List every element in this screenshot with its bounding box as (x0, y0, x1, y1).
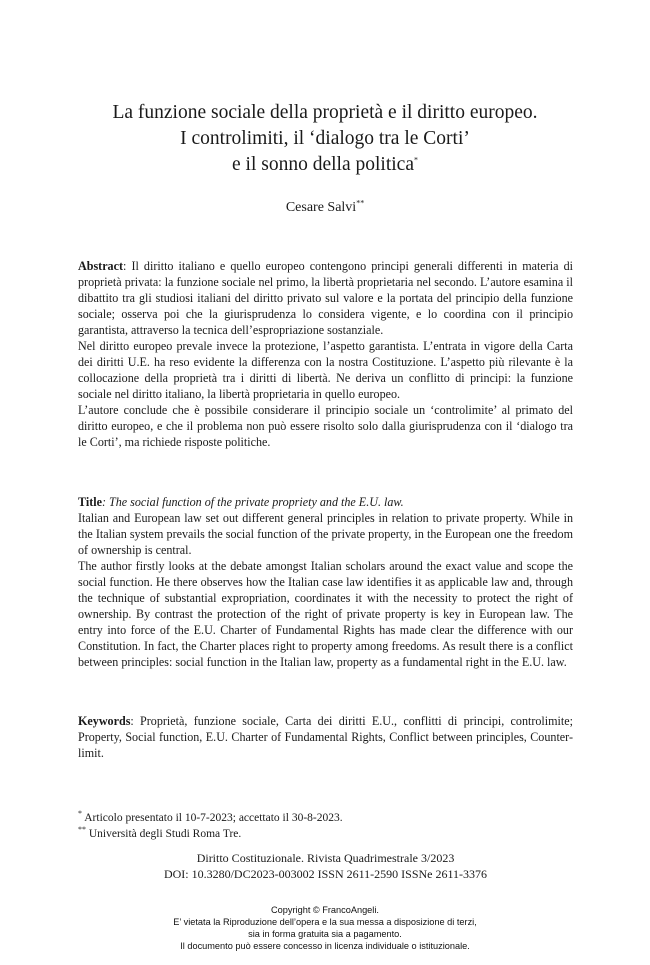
article-title (40, 100, 610, 178)
copyright-line-3: sia in forma gratuita sia a pagamento. (248, 929, 402, 939)
keywords-line (78, 713, 573, 761)
abstract-paragraph-3: L’autore conclude che è possibile considerare il principio sociale un ‘controlimite’ al primato del diritto europeo, e che il problema non può essere risolto solo dalla giurisprudenza con il ‘dialogo tra le Corti’, ma richiede risposte politiche. (78, 403, 573, 449)
copyright-line-4: Il documento può essere concesso in licenza individuale o istituzionale. (180, 941, 470, 951)
english-abstract-section (78, 494, 573, 670)
abstract-paragraph-2: Nel diritto europeo prevale invece la protezione, l’aspetto garantista. L’entrata in vigore della Carta dei diritti U.E. ha reso evidente la differenza con la nostra Costituzione. L’aspetto più rilevante è la collocazione della proprietà tra i diritti di libertà. Ne deriva un conflitto di principi: la funzione sociale nel diritto italiano, la libertà proprietaria in quello europeo. (78, 339, 573, 401)
english-paragraph-1: Italian and European law set out different general principles in relation to private property. While in the Italian system prevails the social function of the private property, in the European one the freedom of ownership is central. (78, 511, 573, 557)
author-text: Cesare Salvi (285, 200, 357, 215)
journal-line-2: DOI: 10.3280/DC2023-003002 ISSN 2611-2590 ISSNe 2611-3376 (163, 867, 488, 881)
english-title-label: Title (78, 495, 102, 509)
title-line-3-text: e il sonno della politica (232, 154, 414, 175)
footnote-2-text: Università degli Studi Roma Tre. (86, 828, 242, 840)
copyright-notice (0, 904, 650, 952)
abstract-text-1: : Il diritto italiano e quello europeo contengono principi generali differenti in materia di proprietà privata: la funzione sociale nel primo, la libertà proprietaria nel secondo. L’autore esamina il dibattito tra gli studiosi italiani del diritto privato sul valore e la portata del principio della funzione sociale; osserva poi che la giurisprudenza lo considera vigente, e lo coordina con il principio garantista, attraverso la tecnica dell’espropriazione sostanziale. (78, 259, 573, 337)
footnote-1 (78, 810, 573, 826)
english-title-text: : The social function of the private propriety and the E.U. law. (101, 495, 404, 509)
keywords-section (78, 713, 573, 761)
title-line-3 (40, 152, 610, 178)
keywords-text: : Proprietà, funzione sociale, Carta dei diritti E.U., conflitti di principi, controlimite; Property, Social function, E.U. Charter of Fundamental Rights, Conflict between principles, Counter-limit. (78, 714, 573, 760)
footnote-1-text: Articolo presentato il 10-7-2023; accettato il 30-8-2023. (82, 812, 343, 824)
copyright-line-2: E’ vietata la Riproduzione dell’opera e la sua messa a disposizione di terzi, (173, 917, 477, 927)
abstract-label: Abstract (78, 259, 124, 273)
title-line-1: La funzione sociale della proprietà e il diritto europeo. (112, 102, 538, 123)
footnote-2 (78, 826, 573, 842)
abstract-paragraph-1 (78, 258, 573, 338)
title-line-2: I controlimiti, il ‘dialogo tra le Corti’ (180, 128, 470, 149)
copyright-line-1: Copyright © FrancoAngeli. (271, 905, 379, 915)
keywords-label: Keywords (78, 714, 131, 728)
english-title-line (78, 494, 573, 510)
footnotes (78, 810, 573, 842)
journal-line-1: Diritto Costituzionale. Rivista Quadrimestrale 3/2023 (196, 851, 455, 865)
author-name (40, 200, 610, 216)
journal-info (78, 850, 573, 882)
abstract-section (78, 258, 573, 450)
english-paragraph-2: The author firstly looks at the debate amongst Italian scholars around the exact value and scope the social function. He there observes how the Italian case law identifies it as applicable law and, through the technique of substantial expropriation, coordinates it with the necessity to protect the right of ownership. By contrast the protection of the right of private property is key in European law. The entry into force of the E.U. Charter of Fundamental Rights has made clear the difference with our Constitution. In fact, the Charter places right to property among freedoms. As result there is a conflict between principles: social function in the Italian law, property as a fundamental right in the E.U. law. (78, 559, 573, 669)
footnote-1-mark: * (78, 809, 82, 819)
author-footnote-mark: ** (356, 198, 365, 208)
title-footnote-mark: * (413, 155, 418, 165)
footnote-2-mark: ** (78, 825, 86, 835)
